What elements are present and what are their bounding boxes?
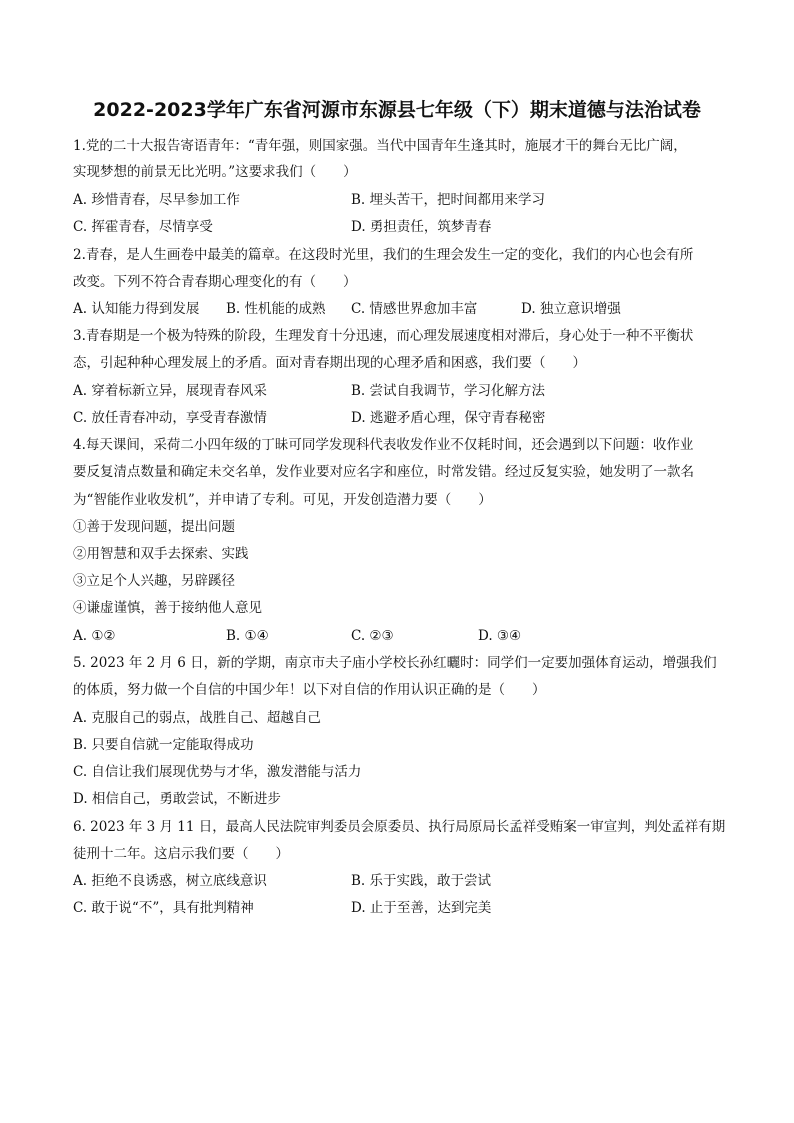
q1-stem-line-2: 实现梦想的前景无比光明。”这要求我们（ ） — [73, 164, 357, 180]
q6-option-c: C. 敢于说“不”，具有批判精神 — [73, 900, 254, 916]
q2-stem-line-1: 2.青春，是人生画卷中最美的篇章。在这段时光里，我们的生理会发生一定的变化，我们的内心也会有所 — [73, 247, 694, 263]
q4-stem-line-1: 4.每天课间，采荷二小四年级的丁昧可同学发现科代表收发作业不仅耗时间，还会遇到以下问题：收作业 — [73, 437, 694, 453]
q6-stem-line-1: 6. 2023 年 3 月 11 日，最高人民法院审判委员会原委员、执行局原局长孟祥受贿案一审宣判，判处孟祥有期 — [73, 819, 726, 835]
q2-option-a: A. 认知能力得到发展 — [73, 301, 200, 317]
q4-option-a: A. ①② — [73, 628, 116, 644]
q1-option-d: D. 勇担责任，筑梦青春 — [351, 219, 492, 235]
q6-option-b: B. 乐于实践，敢于尝试 — [351, 873, 492, 889]
q4-option-b: B. ①④ — [226, 628, 269, 644]
q5-option-b: B. 只要自信就一定能取得成功 — [73, 737, 254, 753]
q5-stem-line-1: 5. 2023 年 2 月 6 日，新的学期，南京市夫子庙小学校长孙红曬时：同学们一定要加强体育运动，增强我们 — [73, 655, 717, 671]
exam-title: 2022-2023学年广东省河源市东源县七年级（下）期末道德与法治试卷 — [93, 99, 701, 121]
q4-item-4: ④谦虚谨慎，善于接纳他人意见 — [73, 600, 262, 616]
q6-option-a: A. 拒绝不良诱惑，树立底线意识 — [73, 873, 267, 889]
q5-option-d: D. 相信自己，勇敢尝试，不断进步 — [73, 791, 281, 807]
q4-item-2: ②用智慧和双手去探索、实践 — [73, 546, 249, 562]
q3-option-d: D. 逃避矛盾心理，保守青春秘密 — [351, 410, 546, 426]
q4-stem-line-3: 为“智能作业收发机”，并申请了专利。可见，开发创造潜力要（ ） — [73, 492, 492, 508]
q2-option-d: D. 独立意识增强 — [521, 301, 621, 317]
q1-option-c: C. 挥霍青春，尽情享受 — [73, 219, 213, 235]
q1-option-a: A. 珍惜青春，尽早参加工作 — [73, 192, 240, 208]
q5-stem-line-2: 的体质，努力做一个自信的中国少年！以下对自信的作用认识正确的是（ ） — [73, 682, 546, 698]
q2-option-c: C. 情感世界愈加丰富 — [351, 301, 478, 317]
q1-stem-line-1: 1.党的二十大报告寄语青年：“青年强，则国家强。当代中国青年生逢其时，施展才干的舞台无比广阔， — [73, 138, 687, 154]
q5-option-c: C. 自信让我们展现优势与才华，激发潜能与活力 — [73, 764, 362, 780]
q4-option-c: C. ②③ — [351, 628, 394, 644]
q4-item-3: ③立足个人兴趣，另辟蹊径 — [73, 573, 235, 589]
q5-option-a: A. 克服自己的弱点，战胜自己、超越自己 — [73, 710, 321, 726]
q4-option-d: D. ③④ — [478, 628, 522, 644]
q3-option-a: A. 穿着标新立异，展现青春风采 — [73, 383, 267, 399]
q4-stem-line-2: 要反复清点数量和确定未交名单，发作业要对应名字和座位，时常发错。经过反复实验，她发明了一款名 — [73, 464, 694, 480]
q3-stem-line-2: 态，引起种种心理发展上的矛盾。面对青春期出现的心理矛盾和困惑，我们要（ ） — [73, 355, 586, 371]
q2-option-b: B. 性机能的成熟 — [226, 301, 326, 317]
q3-option-c: C. 放任青春冲动，享受青春激情 — [73, 410, 267, 426]
q6-stem-line-2: 徒刑十二年。这启示我们要（ ） — [73, 846, 289, 862]
q1-option-b: B. 埋头苦干，把时间都用来学习 — [351, 192, 546, 208]
q4-item-1: ①善于发现问题，提出问题 — [73, 519, 235, 535]
q2-stem-line-2: 改变。下列不符合青春期心理变化的有（ ） — [73, 274, 357, 290]
q6-option-d: D. 止于至善，达到完美 — [351, 900, 492, 916]
q3-stem-line-1: 3.青春期是一个极为特殊的阶段，生理发育十分迅速，而心理发展速度相对滞后，身心处于一种不平衡状 — [73, 328, 694, 344]
q3-option-b: B. 尝试自我调节，学习化解方法 — [351, 383, 546, 399]
